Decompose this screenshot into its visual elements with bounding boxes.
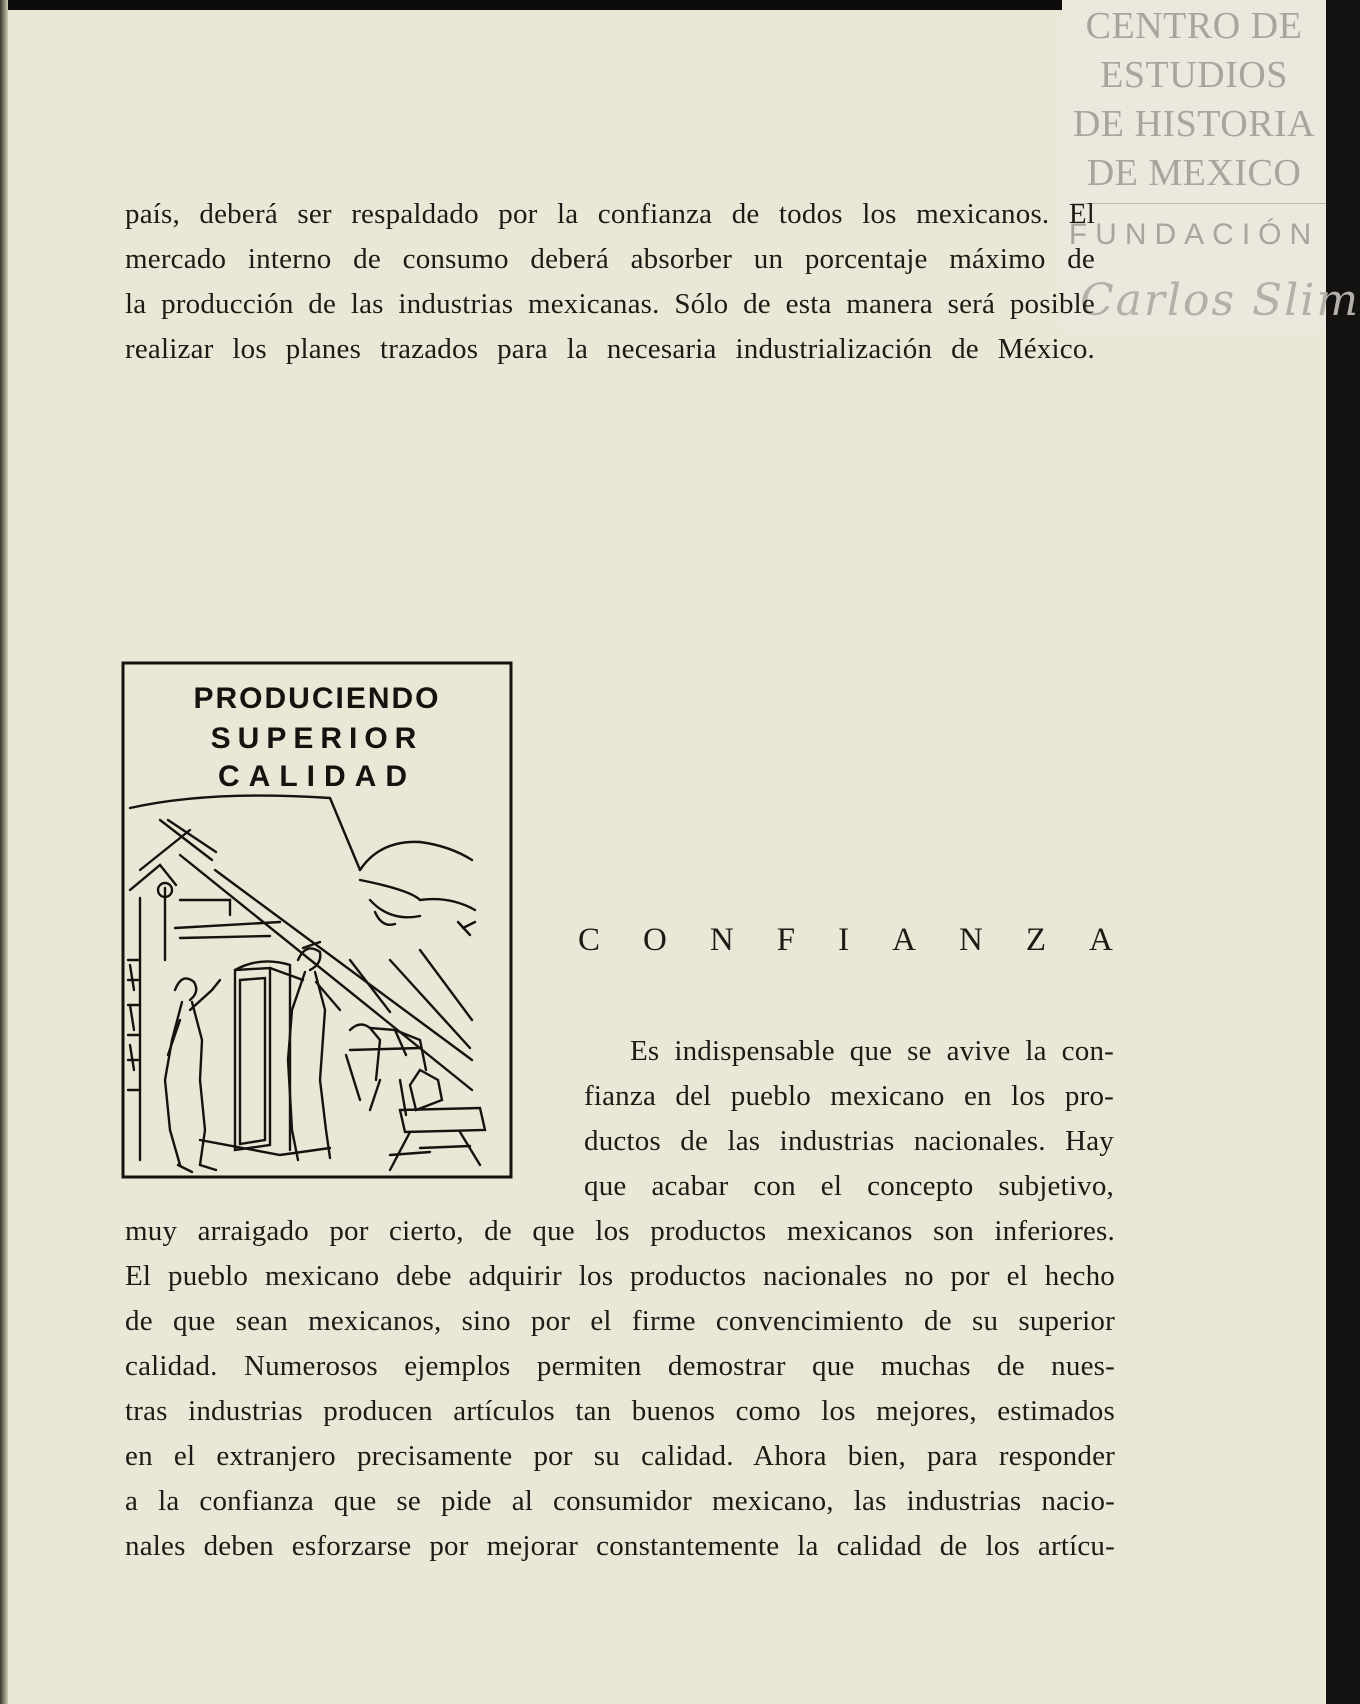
heading-letter: A — [892, 922, 916, 958]
paragraph-line: nales deben esforzarse por mejorar constantemente la calidad de los artícu- — [125, 1530, 1115, 1562]
watermark-line-2: ESTUDIOS — [1100, 54, 1288, 96]
paragraph-line: ductos de las industrias nacionales. Hay — [584, 1125, 1114, 1157]
archive-watermark — [1062, 0, 1360, 330]
paragraph-line: muy arraigado por cierto, de que los productos mexicanos son inferiores. — [125, 1215, 1115, 1247]
illustration-title-line-1: PRODUCIENDO — [193, 682, 441, 715]
factory-illustration — [120, 660, 514, 1180]
watermark-foundation: FUNDACIÓN — [1068, 218, 1320, 251]
heading-letter: O — [643, 922, 667, 958]
paragraph-line: Es indispensable que se avive la con- — [630, 1035, 1114, 1067]
paragraph-line: El pueblo mexicano debe adquirir los productos nacionales no por el hecho — [125, 1260, 1115, 1292]
section-paragraph-body — [125, 1209, 1115, 1569]
paragraph-line: fianza del pueblo mexicano en los pro- — [584, 1080, 1114, 1112]
illustration-title-line-2: SUPERIOR — [210, 722, 424, 755]
heading-letter: N — [959, 922, 983, 958]
watermark-divider — [1072, 203, 1326, 204]
intro-line: mercado interno de consumo deberá absorber un porcentaje máximo de — [125, 243, 1095, 275]
scan-left-edge — [0, 0, 8, 1704]
paragraph-line: calidad. Numerosos ejemplos permiten demostrar que muchas de nues- — [125, 1350, 1115, 1382]
paragraph-line: en el extranjero precisamente por su calidad. Ahora bien, para responder — [125, 1440, 1115, 1472]
intro-paragraph — [125, 192, 1095, 372]
paragraph-line: a la confianza que se pide al consumidor mexicano, las industrias nacio- — [125, 1485, 1115, 1517]
illustration-title-line-3: CALIDAD — [218, 760, 416, 793]
paragraph-line: tras industrias producen artículos tan buenos como los mejores, estimados — [125, 1395, 1115, 1427]
paragraph-line: que acabar con el concepto subjetivo, — [584, 1170, 1114, 1202]
watermark-line-4: DE MEXICO — [1086, 152, 1302, 194]
heading-letter: Z — [1025, 922, 1047, 958]
heading-letter: F — [776, 922, 796, 958]
intro-line: país, deberá ser respaldado por la confianza de todos los mexicanos. El — [125, 198, 1095, 230]
watermark-line-1: CENTRO DE — [1085, 5, 1303, 47]
heading-letter: N — [709, 922, 734, 958]
watermark-signature: Carlos Slim — [1080, 275, 1360, 326]
heading-letter: A — [1089, 922, 1113, 958]
section-paragraph-opening — [584, 1029, 1114, 1209]
heading-letter: C — [578, 922, 601, 958]
watermark-line-3: DE HISTORIA — [1072, 103, 1316, 145]
heading-letter: I — [838, 922, 850, 958]
paragraph-line: de que sean mexicanos, sino por el firme convencimiento de su superior — [125, 1305, 1115, 1337]
intro-line: realizar los planes trazados para la necesaria industrialización de México. — [125, 333, 1095, 365]
intro-line: la producción de las industrias mexicanas. Sólo de esta manera será posible — [125, 288, 1095, 320]
section-heading — [578, 922, 1113, 959]
